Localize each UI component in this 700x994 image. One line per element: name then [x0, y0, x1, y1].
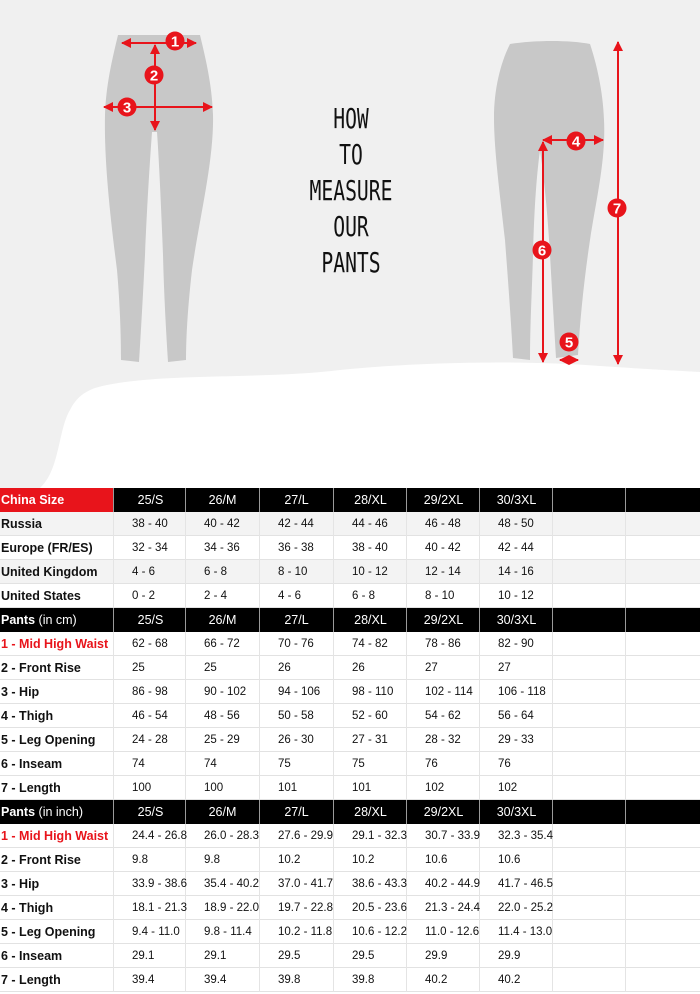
table-cell: 18.1 - 21.3 — [132, 902, 187, 914]
table-cell: 106 - 118 — [498, 686, 546, 698]
pants-diagram — [0, 0, 700, 488]
table-header-row — [0, 608, 700, 632]
row-label: 3 - Hip — [1, 877, 40, 891]
column-divider — [625, 536, 626, 560]
marker-7-icon — [608, 199, 627, 218]
table-cell: 39.4 — [204, 974, 227, 986]
svg-text:7: 7 — [612, 200, 622, 218]
svg-text:1: 1 — [170, 33, 180, 51]
size-column-header: 25/S — [137, 493, 164, 507]
table-row — [0, 680, 700, 704]
table-cell: 56 - 64 — [498, 710, 534, 722]
table-cell: 10.6 - 12.2 — [352, 926, 407, 938]
table-cell: 26 — [278, 662, 291, 674]
size-chart-table — [0, 488, 700, 992]
table-cell: 41.7 - 46.5 — [498, 878, 553, 890]
table-cell: 46 - 54 — [132, 710, 168, 722]
table-cell: 26.0 - 28.3 — [204, 830, 259, 842]
svg-text:5: 5 — [564, 334, 574, 352]
table-cell: 39.8 — [278, 974, 301, 986]
size-column-header: 27/L — [284, 805, 309, 819]
table-cell: 42 - 44 — [498, 542, 534, 554]
svg-text:2: 2 — [149, 67, 159, 85]
column-divider — [625, 632, 626, 656]
table-cell: 62 - 68 — [132, 638, 168, 650]
table-cell: 52 - 60 — [352, 710, 388, 722]
table-cell: 25 — [204, 662, 217, 674]
row-label: United States — [1, 589, 81, 603]
title-line: OUR — [333, 210, 369, 243]
table-cell: 101 — [278, 782, 298, 794]
table-cell: 35.4 - 40.2 — [204, 878, 259, 890]
table-cell: 11.0 - 12.6 — [425, 926, 480, 938]
table-header-row — [0, 488, 700, 512]
table-cell: 10.2 — [352, 854, 375, 866]
table-cell: 38 - 40 — [352, 542, 388, 554]
section-header-label — [0, 608, 114, 632]
table-cell: 44 - 46 — [352, 518, 388, 530]
svg-text:6: 6 — [537, 242, 547, 260]
white-blob-shape — [40, 363, 700, 488]
table-cell: 29.1 — [132, 950, 155, 962]
table-cell: 9.8 — [204, 854, 220, 866]
table-cell: 33.9 - 38.6 — [132, 878, 187, 890]
table-row — [0, 512, 700, 536]
svg-text:3: 3 — [122, 99, 132, 117]
table-row — [0, 896, 700, 920]
table-cell: 75 — [352, 758, 365, 770]
table-cell: 10.2 - 11.8 — [278, 926, 333, 938]
table-cell: 40.2 - 44.9 — [425, 878, 480, 890]
size-column-header: 28/XL — [354, 805, 387, 819]
size-column-header: 29/2XL — [423, 493, 464, 507]
table-cell: 8 - 10 — [425, 590, 455, 602]
table-cell: 98 - 110 — [352, 686, 394, 698]
column-divider — [625, 800, 626, 824]
table-cell: 100 — [204, 782, 224, 794]
row-label: 5 - Leg Opening — [1, 925, 96, 939]
column-divider — [625, 776, 626, 800]
title-line: HOW — [333, 102, 369, 135]
table-cell: 75 — [278, 758, 291, 770]
table-cell: 102 - 114 — [425, 686, 473, 698]
table-cell: 48 - 56 — [204, 710, 240, 722]
table-cell: 46 - 48 — [425, 518, 461, 530]
table-cell: 42 - 44 — [278, 518, 314, 530]
table-cell: 29.1 — [204, 950, 227, 962]
row-label: 7 - Length — [1, 781, 61, 795]
table-cell: 82 - 90 — [498, 638, 534, 650]
table-cell: 102 — [425, 782, 445, 794]
table-row — [0, 536, 700, 560]
size-column-header: 30/3XL — [496, 613, 537, 627]
table-row — [0, 656, 700, 680]
table-cell: 10 - 12 — [498, 590, 534, 602]
table-cell: 100 — [132, 782, 152, 794]
table-cell: 40.2 — [425, 974, 448, 986]
row-label: 5 - Leg Opening — [1, 733, 96, 747]
table-cell: 38 - 40 — [132, 518, 168, 530]
table-cell: 74 - 82 — [352, 638, 388, 650]
table-cell: 74 — [204, 758, 217, 770]
title-line: TO — [339, 138, 363, 171]
size-column-header: 27/L — [284, 613, 309, 627]
table-cell: 29.5 — [278, 950, 301, 962]
table-cell: 29.5 — [352, 950, 375, 962]
table-cell: 76 — [425, 758, 438, 770]
section-title: Pants — [1, 805, 36, 819]
column-divider — [625, 512, 626, 536]
table-cell: 101 — [352, 782, 372, 794]
table-cell: 10 - 12 — [352, 566, 388, 578]
column-divider — [625, 608, 626, 632]
size-column-header: 25/S — [137, 805, 164, 819]
table-row — [0, 920, 700, 944]
table-cell: 40.2 — [498, 974, 521, 986]
table-cell: 18.9 - 22.0 — [204, 902, 259, 914]
table-header-row — [0, 800, 700, 824]
table-row — [0, 824, 700, 848]
table-row — [0, 704, 700, 728]
row-label: 1 - Mid High Waist — [1, 829, 109, 843]
table-cell: 9.8 — [132, 854, 148, 866]
table-cell: 6 - 8 — [204, 566, 228, 578]
column-divider — [625, 920, 626, 944]
table-cell: 28 - 32 — [425, 734, 461, 746]
size-column-header: 29/2XL — [423, 805, 464, 819]
column-divider — [625, 488, 626, 512]
column-divider — [625, 824, 626, 848]
table-row — [0, 632, 700, 656]
table-row — [0, 872, 700, 896]
table-cell: 4 - 6 — [278, 590, 302, 602]
table-cell: 50 - 58 — [278, 710, 314, 722]
table-cell: 48 - 50 — [498, 518, 534, 530]
table-cell: 24 - 28 — [132, 734, 168, 746]
table-cell: 74 — [132, 758, 145, 770]
marker-4-icon — [567, 132, 586, 151]
table-row — [0, 776, 700, 800]
table-row — [0, 584, 700, 608]
table-cell: 40 - 42 — [204, 518, 240, 530]
column-divider — [625, 584, 626, 608]
section-header-label — [0, 488, 114, 512]
table-cell: 29.9 — [425, 950, 448, 962]
table-cell: 22.0 - 25.2 — [498, 902, 553, 914]
table-row — [0, 728, 700, 752]
table-cell: 12 - 14 — [425, 566, 461, 578]
table-cell: 54 - 62 — [425, 710, 461, 722]
row-label: 7 - Length — [1, 973, 61, 987]
table-cell: 30.7 - 33.9 — [425, 830, 480, 842]
table-cell: 37.0 - 41.7 — [278, 878, 333, 890]
column-divider — [625, 848, 626, 872]
table-cell: 29 - 33 — [498, 734, 534, 746]
measurement-illustration — [0, 0, 700, 488]
row-label: Europe (FR/ES) — [1, 541, 93, 555]
table-cell: 76 — [498, 758, 511, 770]
table-cell: 78 - 86 — [425, 638, 461, 650]
column-divider — [625, 656, 626, 680]
title-line: MEASURE — [309, 174, 393, 207]
row-label: United Kingdom — [1, 565, 98, 579]
row-label: 6 - Inseam — [1, 757, 63, 771]
table-row — [0, 560, 700, 584]
table-cell: 19.7 - 22.8 — [278, 902, 333, 914]
table-cell: 29.9 — [498, 950, 521, 962]
size-column-header: 29/2XL — [423, 613, 464, 627]
row-label: 2 - Front Rise — [1, 853, 81, 867]
table-cell: 26 — [352, 662, 365, 674]
title-line: PANTS — [321, 246, 381, 279]
table-cell: 10.6 — [425, 854, 448, 866]
row-label: 2 - Front Rise — [1, 661, 81, 675]
table-cell: 27 — [498, 662, 511, 674]
column-divider — [625, 896, 626, 920]
column-divider — [625, 752, 626, 776]
section-header-label — [0, 800, 114, 824]
table-row — [0, 848, 700, 872]
row-label: 3 - Hip — [1, 685, 40, 699]
table-cell: 29.1 - 32.3 — [352, 830, 407, 842]
table-cell: 10.6 — [498, 854, 521, 866]
column-divider — [625, 704, 626, 728]
row-label: 4 - Thigh — [1, 709, 54, 723]
table-cell: 24.4 - 26.8 — [132, 830, 187, 842]
marker-3-icon — [118, 98, 137, 117]
row-label: Russia — [1, 517, 42, 531]
table-cell: 27.6 - 29.9 — [278, 830, 333, 842]
section-title: Pants — [1, 613, 36, 627]
table-cell: 9.8 - 11.4 — [204, 926, 252, 938]
size-column-header: 26/M — [208, 805, 237, 819]
section-title: China Size — [1, 493, 65, 507]
table-cell: 8 - 10 — [278, 566, 308, 578]
row-label: 1 - Mid High Waist — [1, 637, 109, 651]
table-cell: 25 - 29 — [204, 734, 240, 746]
size-column-header: 26/M — [208, 613, 237, 627]
row-label: 6 - Inseam — [1, 949, 63, 963]
table-row — [0, 752, 700, 776]
column-divider — [625, 944, 626, 968]
table-cell: 9.4 - 11.0 — [132, 926, 180, 938]
marker-5-icon — [560, 333, 579, 352]
column-divider — [625, 728, 626, 752]
table-cell: 10.2 — [278, 854, 301, 866]
table-cell: 0 - 2 — [132, 590, 156, 602]
table-cell: 25 — [132, 662, 145, 674]
size-column-header: 28/XL — [354, 613, 387, 627]
table-cell: 4 - 6 — [132, 566, 156, 578]
column-divider — [625, 968, 626, 992]
size-column-header: 25/S — [137, 613, 164, 627]
table-cell: 20.5 - 23.6 — [352, 902, 407, 914]
marker-6-icon — [533, 241, 552, 260]
table-row — [0, 968, 700, 992]
svg-text:4: 4 — [571, 133, 581, 151]
size-column-header: 28/XL — [354, 493, 387, 507]
table-cell: 94 - 106 — [278, 686, 321, 698]
table-cell: 2 - 4 — [204, 590, 228, 602]
row-label: 4 - Thigh — [1, 901, 54, 915]
size-column-header: 27/L — [284, 493, 309, 507]
table-cell: 14 - 16 — [498, 566, 534, 578]
table-cell: 40 - 42 — [425, 542, 461, 554]
table-cell: 102 — [498, 782, 518, 794]
size-column-header: 26/M — [208, 493, 237, 507]
table-cell: 34 - 36 — [204, 542, 240, 554]
table-cell: 66 - 72 — [204, 638, 240, 650]
marker-2-icon — [145, 66, 164, 85]
column-divider — [625, 560, 626, 584]
size-column-header: 30/3XL — [496, 805, 537, 819]
table-cell: 39.4 — [132, 974, 155, 986]
column-divider — [625, 872, 626, 896]
table-cell: 32 - 34 — [132, 542, 168, 554]
table-cell: 27 - 31 — [352, 734, 388, 746]
section-unit: (in inch) — [38, 805, 83, 819]
table-cell: 39.8 — [352, 974, 375, 986]
size-column-header: 30/3XL — [496, 493, 537, 507]
table-cell: 70 - 76 — [278, 638, 314, 650]
how-to-measure-title — [310, 103, 393, 279]
table-cell: 90 - 102 — [204, 686, 247, 698]
table-cell: 6 - 8 — [352, 590, 376, 602]
table-cell: 36 - 38 — [278, 542, 314, 554]
front-pants-icon — [105, 35, 213, 362]
table-cell: 32.3 - 35.4 — [498, 830, 553, 842]
marker-1-icon — [166, 32, 185, 51]
section-unit: (in cm) — [38, 613, 77, 627]
table-cell: 21.3 - 24.4 — [425, 902, 480, 914]
table-cell: 38.6 - 43.3 — [352, 878, 407, 890]
table-cell: 86 - 98 — [132, 686, 168, 698]
column-divider — [625, 680, 626, 704]
table-row — [0, 944, 700, 968]
table-cell: 11.4 - 13.0 — [498, 926, 553, 938]
side-pants-icon — [494, 41, 604, 360]
table-cell: 26 - 30 — [278, 734, 314, 746]
table-cell: 27 — [425, 662, 438, 674]
